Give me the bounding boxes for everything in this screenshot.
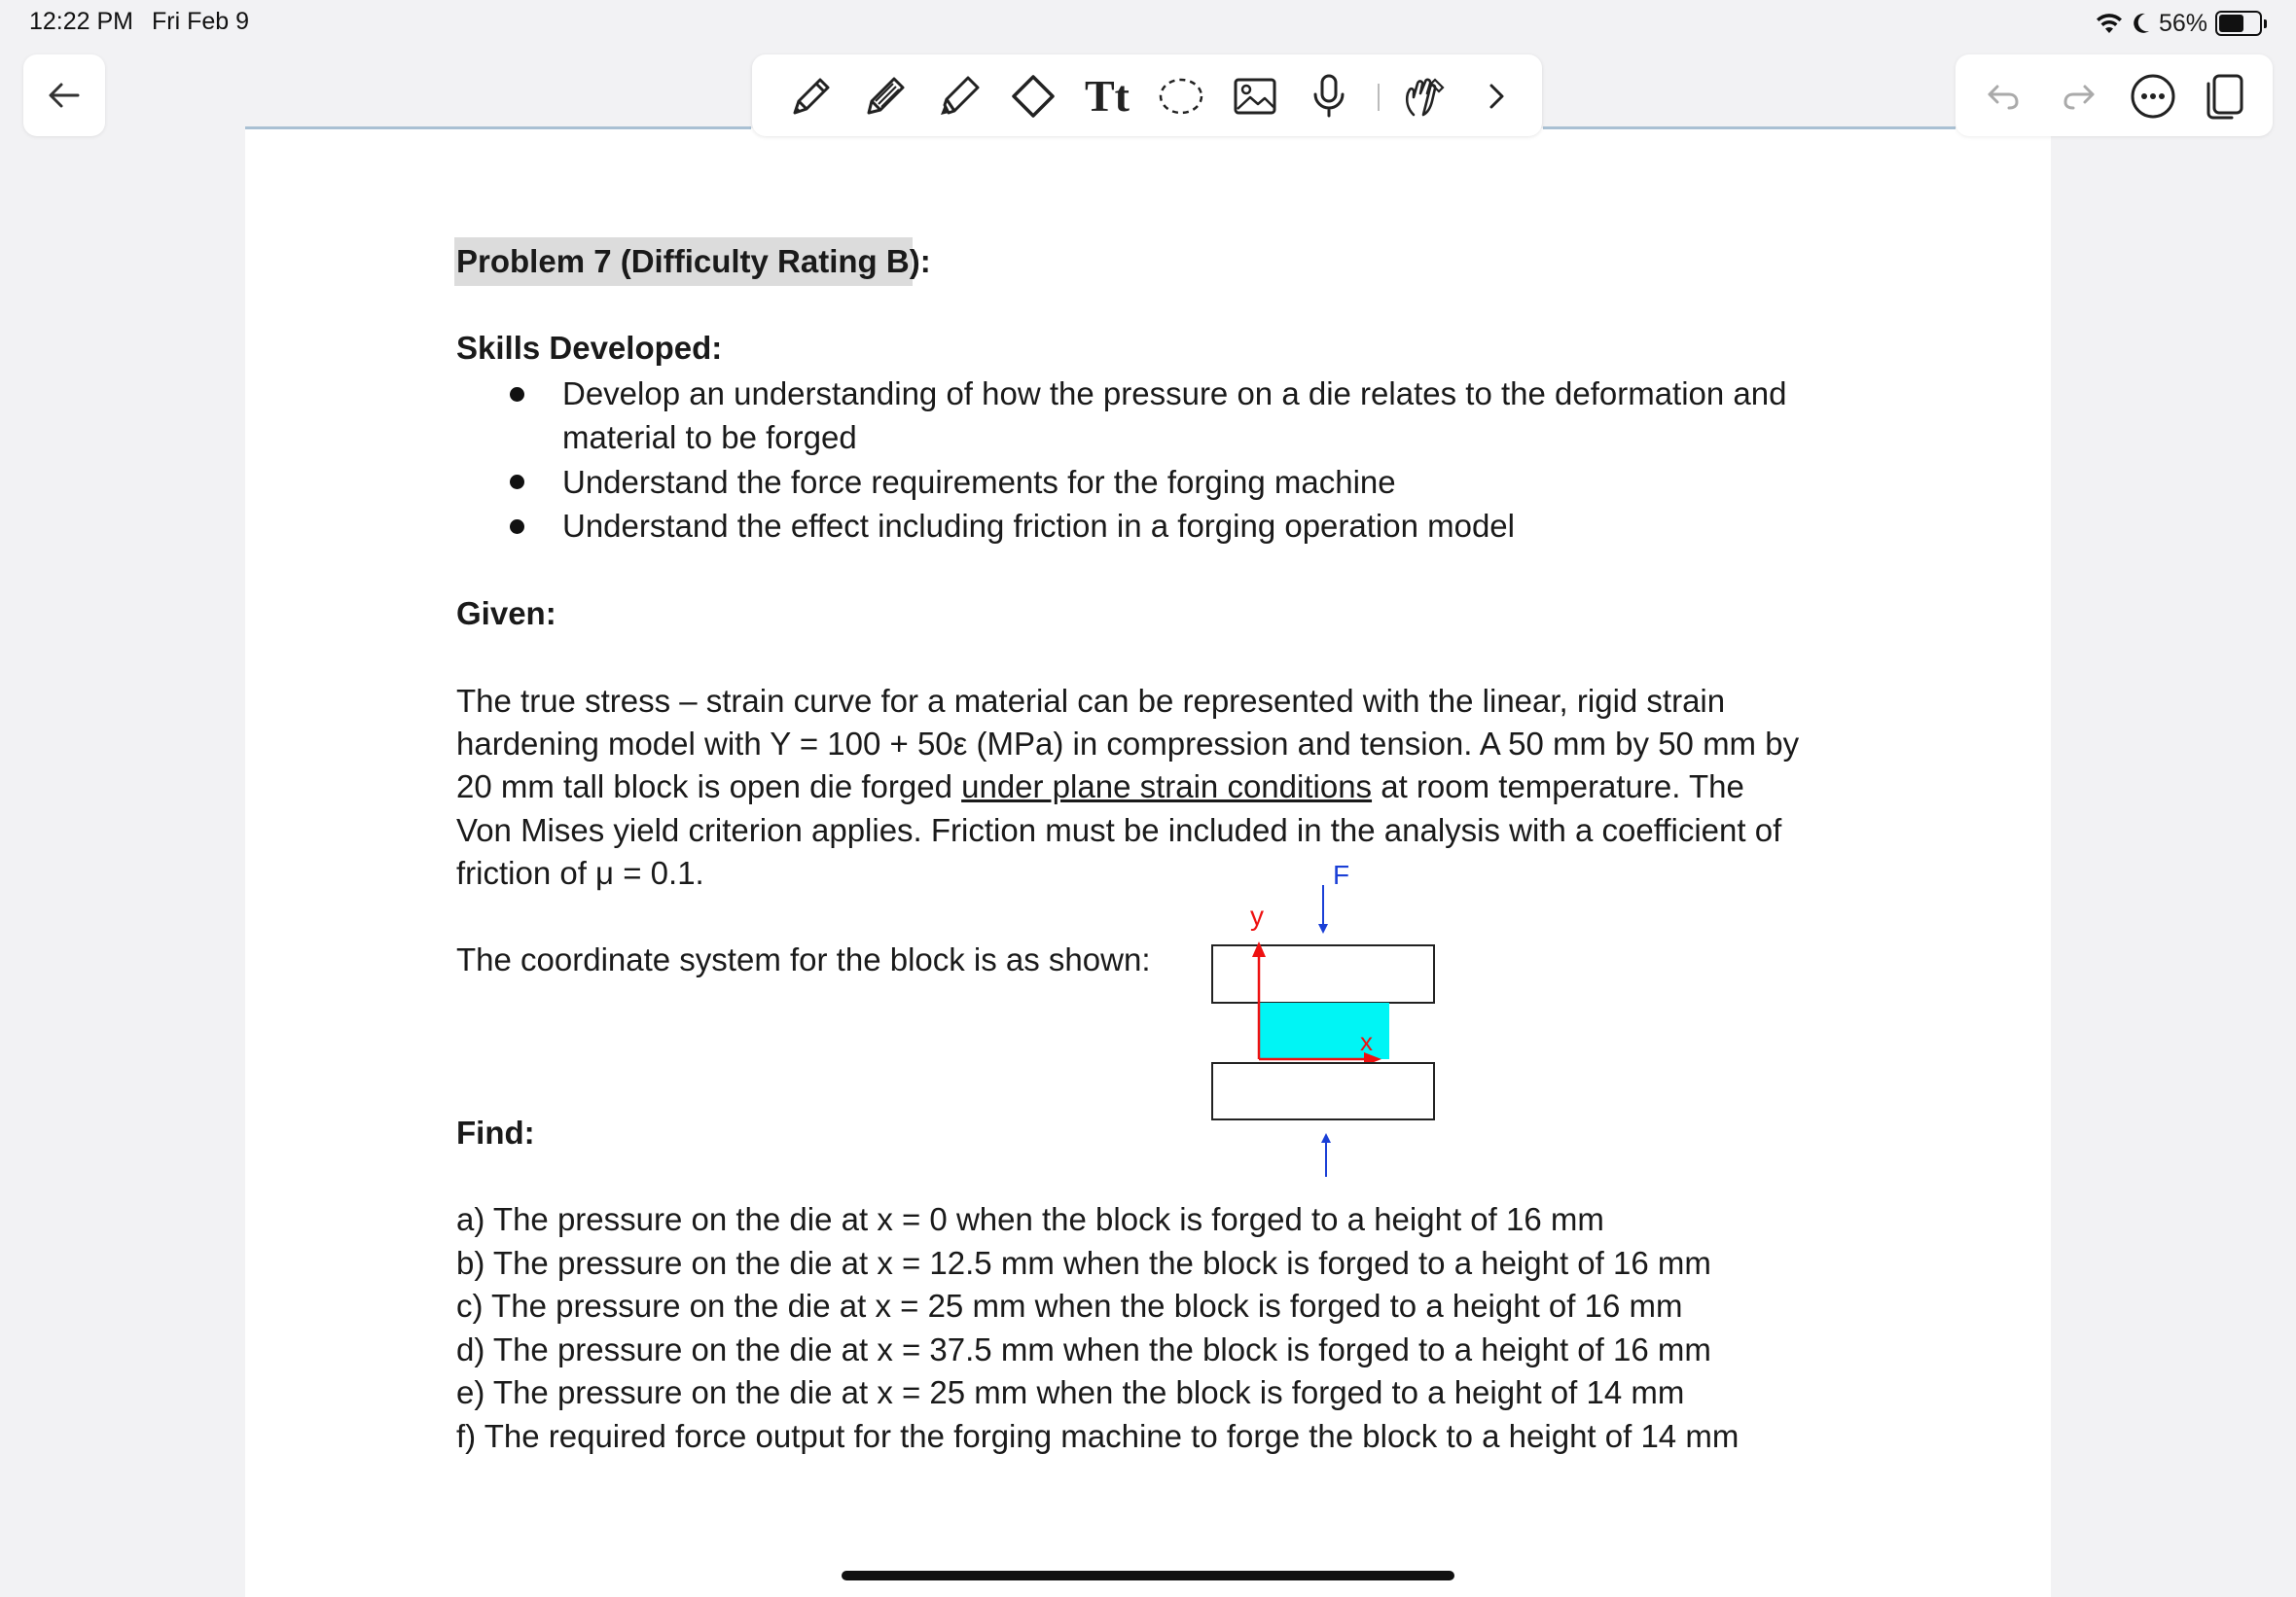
upper-die	[1212, 945, 1434, 1003]
force-arrowhead-top	[1318, 924, 1328, 934]
eraser-icon	[1009, 72, 1058, 121]
given-line-3-end: at room temperature. The	[1372, 768, 1744, 804]
pages-button[interactable]	[2199, 70, 2251, 123]
given-heading: Given:	[456, 595, 556, 631]
skill-item-1: Develop an understanding of how the pressure on a die relates to the deformation and	[562, 375, 1787, 411]
battery-percent: 56%	[2158, 9, 2207, 37]
find-item-c: c) The pressure on the die at x = 25 mm when the block is forged to a height of 16 mm	[456, 1288, 1683, 1324]
microphone-icon	[1305, 72, 1353, 121]
find-item-d: d) The pressure on the die at x = 37.5 mm when the block is forged to a height of 16 mm	[456, 1331, 1711, 1367]
toolbar-divider	[1378, 84, 1380, 111]
microphone-tool[interactable]	[1303, 70, 1355, 123]
given-line-5: friction of μ = 0.1.	[456, 855, 704, 891]
arrow-left-icon	[45, 76, 84, 115]
document-actions	[1955, 54, 2273, 136]
text-tool[interactable]: Tt	[1085, 71, 1130, 121]
highlighter-tool[interactable]	[933, 70, 986, 123]
given-line-3	[456, 764, 1744, 808]
forging-diagram	[1197, 856, 1450, 1187]
y-axis-label: y	[1250, 901, 1264, 931]
find-item-b: b) The pressure on the die at x = 12.5 mm when the block is forged to a height of 16 mm	[456, 1245, 1711, 1281]
find-item-e: e) The pressure on the die at x = 25 mm when the block is forged to a height of 14 mm	[456, 1374, 1685, 1410]
skill-item-3: Understand the effect including friction in a forging operation model	[562, 508, 1515, 544]
hand-draw-icon	[1400, 72, 1449, 121]
undo-button[interactable]	[1977, 70, 2029, 123]
page-top-border-left	[245, 126, 751, 129]
undo-icon	[1982, 75, 2025, 118]
back-button[interactable]	[23, 54, 105, 136]
skills-heading: Skills Developed:	[456, 330, 723, 366]
home-indicator[interactable]	[842, 1571, 1454, 1580]
pen-icon	[787, 72, 836, 121]
battery-icon	[2215, 11, 2262, 36]
plane-strain-text: under plane strain conditions	[961, 768, 1373, 804]
more-options-button[interactable]	[2127, 70, 2179, 123]
image-tool[interactable]	[1229, 70, 1281, 123]
problem-title: Problem 7 (Difficulty Rating B):	[456, 243, 931, 279]
wifi-icon	[2095, 12, 2124, 35]
bullet-2	[510, 475, 524, 489]
skill-item-1-cont: material to be forged	[562, 419, 857, 455]
bullet-1	[510, 387, 524, 402]
battery-tip	[2264, 19, 2267, 28]
lower-die	[1212, 1063, 1434, 1119]
page-top-border-right	[1543, 126, 1955, 129]
highlighter-icon	[935, 72, 984, 121]
eraser-tool[interactable]	[1007, 70, 1059, 123]
ellipsis-circle-icon	[2129, 72, 2177, 121]
skill-item-2: Understand the force requirements for the forging machine	[562, 464, 1396, 500]
status-time: 12:22 PM	[29, 8, 134, 35]
pencil-tool[interactable]	[859, 70, 912, 123]
redo-icon	[2058, 75, 2100, 118]
redo-button[interactable]	[2053, 70, 2105, 123]
given-line-1: The true stress – strain curve for a material can be represented with the linear, rigid strain	[456, 683, 1726, 719]
status-date: Fri Feb 9	[152, 8, 250, 35]
find-heading: Find:	[456, 1115, 535, 1151]
force-label: F	[1333, 860, 1350, 890]
hand-draw-tool[interactable]	[1398, 70, 1451, 123]
chevron-right-icon	[1477, 77, 1516, 116]
image-icon	[1231, 72, 1279, 121]
lasso-icon	[1157, 72, 1205, 121]
pen-tool[interactable]	[785, 70, 838, 123]
moon-icon	[2132, 12, 2151, 35]
lasso-tool[interactable]	[1155, 70, 1207, 123]
given-line-4: Von Mises yield criterion applies. Friction must be included in the analysis with a coefficient of	[456, 812, 1782, 848]
status-indicators	[2095, 6, 2267, 41]
given-line-3-start: 20 mm tall block is open die forged	[456, 768, 962, 804]
bullet-3	[510, 519, 524, 534]
pencil-icon	[861, 72, 910, 121]
more-tools-button[interactable]	[1470, 70, 1523, 123]
given-line-2: hardening model with Y = 100 + 50ε (MPa) in compression and tension. A 50 mm by 50 mm by	[456, 726, 1800, 762]
pages-icon	[2201, 72, 2249, 121]
coordinate-text: The coordinate system for the block is as shown:	[456, 941, 1151, 977]
x-axis-label: x	[1360, 1027, 1373, 1056]
find-item-f: f) The required force output for the forging machine to forge the block to a height of 14 mm	[456, 1418, 1740, 1454]
find-item-a: a) The pressure on the die at x = 0 when the block is forged to a height of 16 mm	[456, 1201, 1604, 1237]
drawing-toolbar	[752, 54, 1542, 136]
